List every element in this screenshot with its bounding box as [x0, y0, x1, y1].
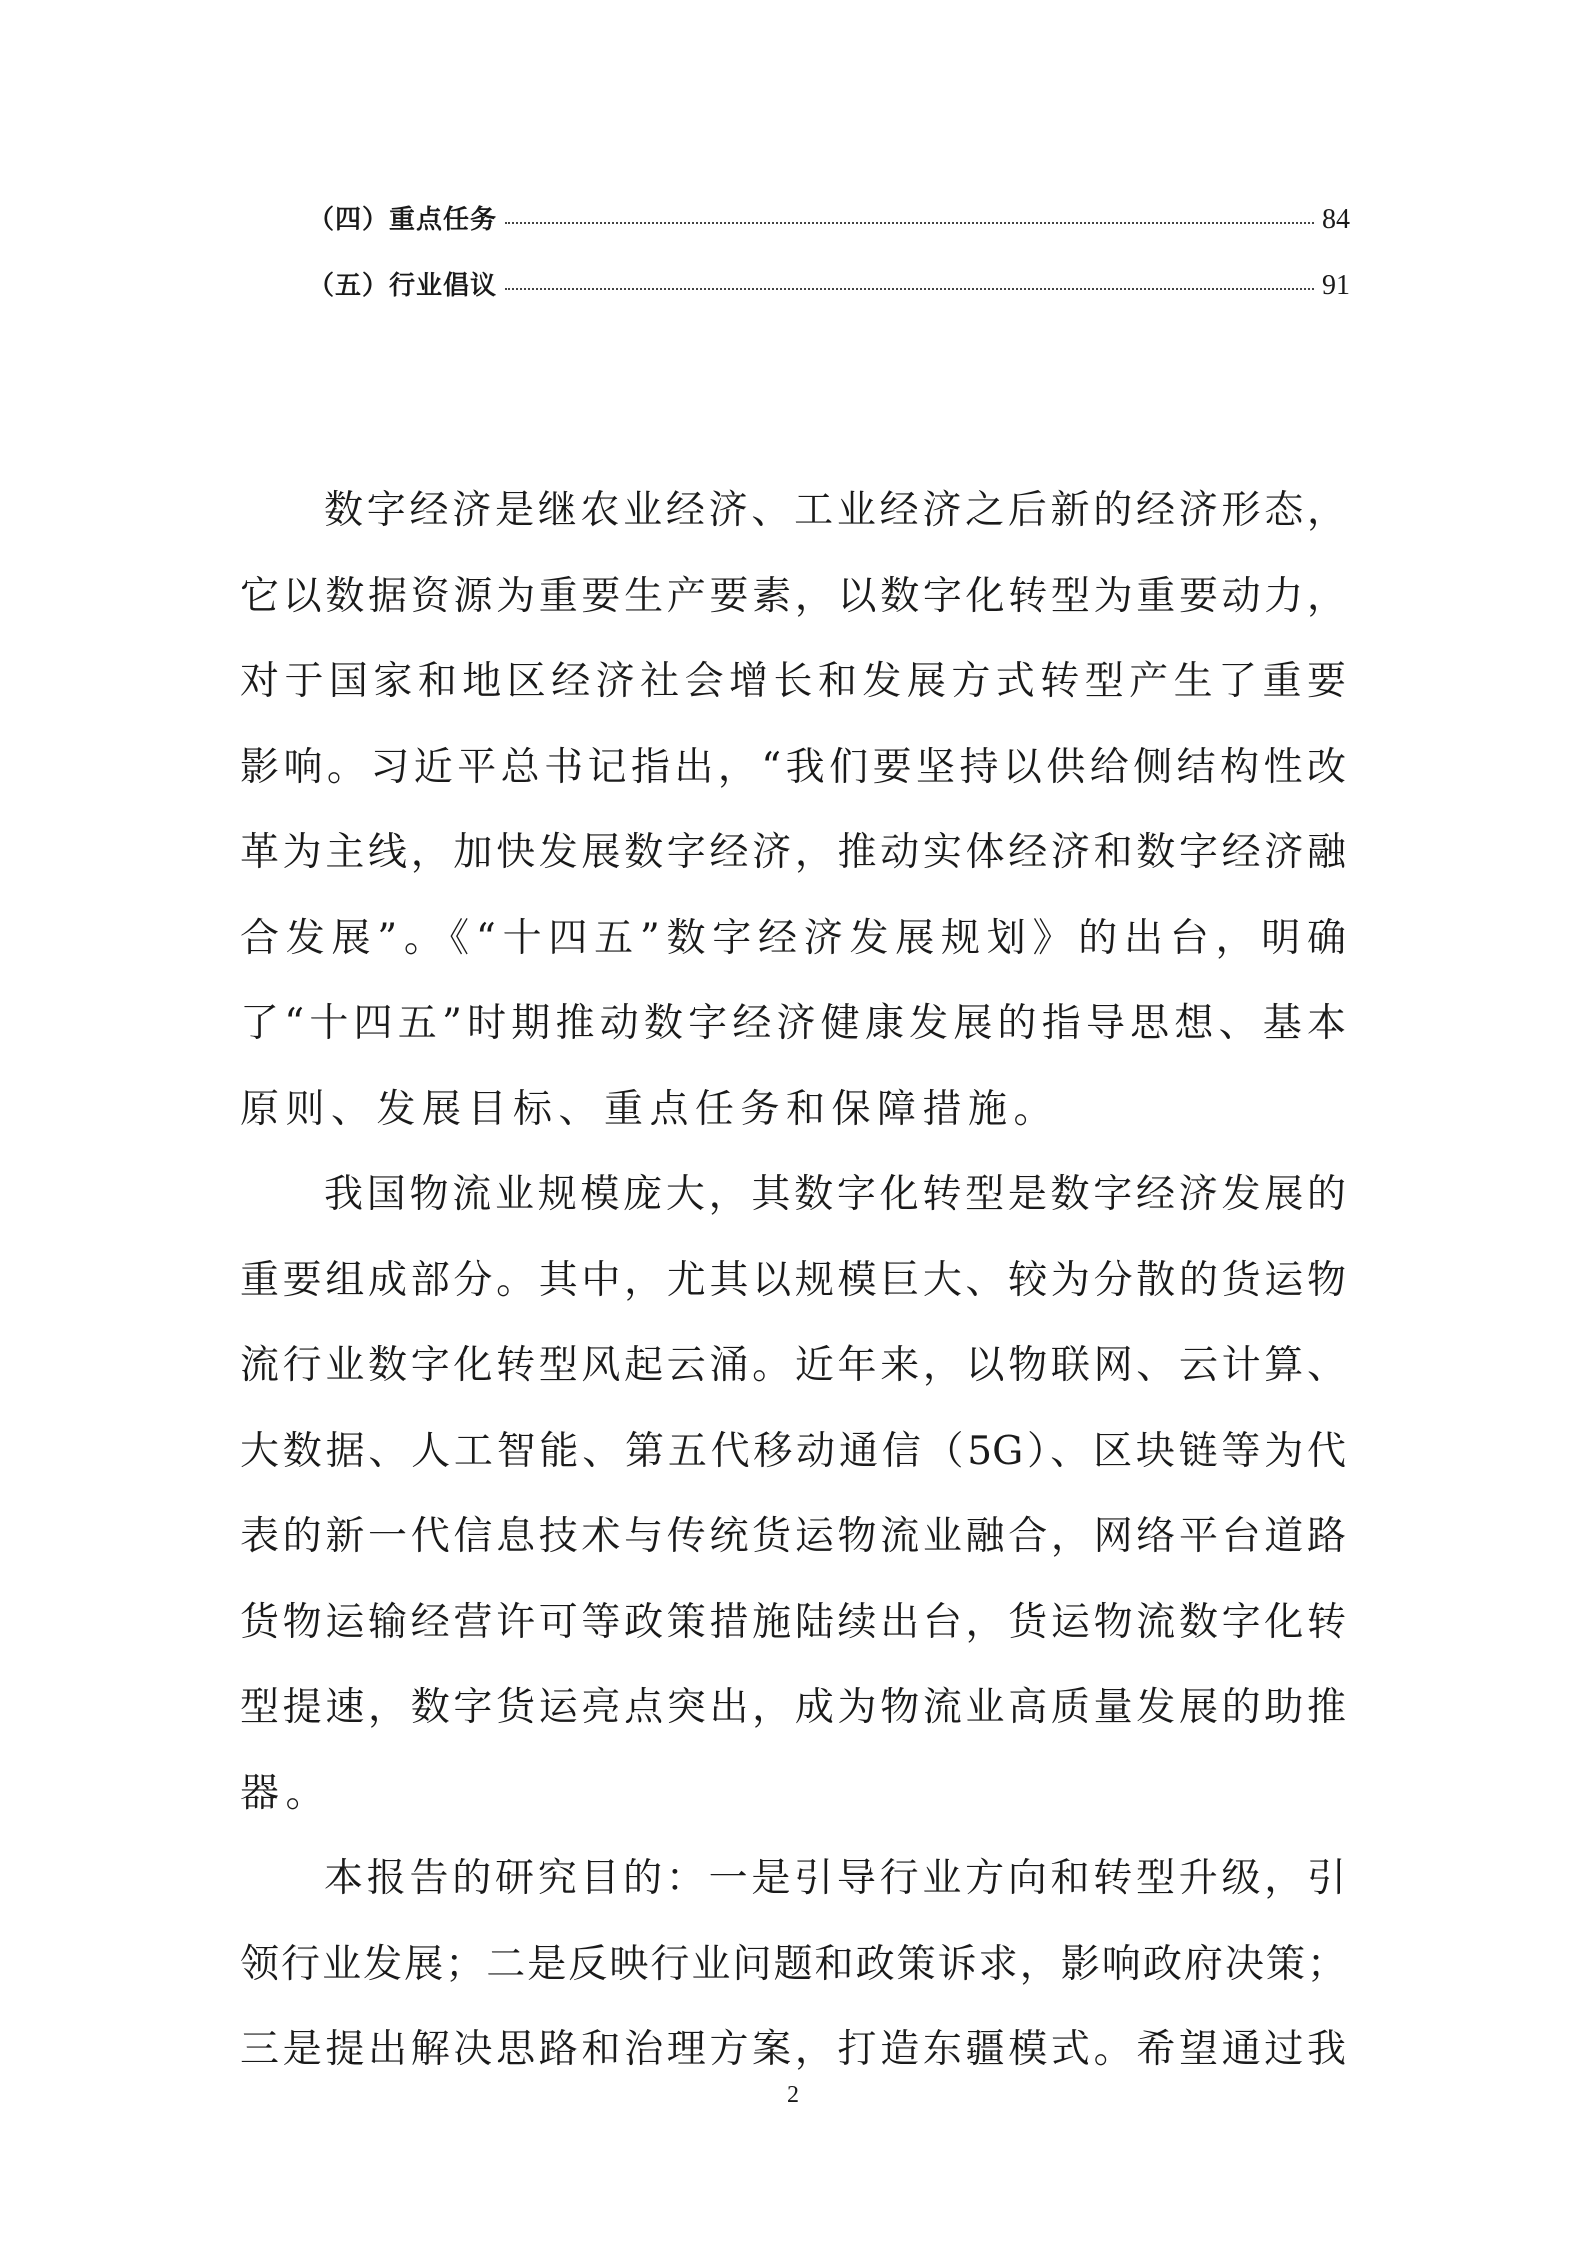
- text-line: 领行业发展；二是反映行业问题和政策诉求，影响政府决策；: [240, 1941, 1346, 1987]
- text-line: 它以数据资源为重要生产要素，以数字化转型为重要动力，: [240, 573, 1346, 619]
- text-line: 流行业数字化转型风起云涌。近年来，以物联网、云计算、: [240, 1343, 1346, 1388]
- text-line: 对于国家和地区经济社会增长和发展方式转型产生了重要: [240, 659, 1346, 704]
- toc-leader-dots: [505, 196, 1314, 224]
- text-line: 货物运输经营许可等政策措施陆续出台，货运物流数字化转: [240, 1599, 1346, 1645]
- text-line: 我国物流业规模庞大，其数字化转型是数字经济发展的: [324, 1172, 1346, 1217]
- paragraph: [240, 468, 1346, 1152]
- text-line: 大数据、人工智能、第五代移动通信（5G）、区块链等为代: [240, 1428, 1346, 1474]
- text-line: 表的新一代信息技术与传统货运物流业融合，网络平台道路: [240, 1514, 1346, 1559]
- page-number: 2: [787, 2082, 799, 2108]
- text-line: 型提速，数字货运亮点突出，成为物流业高质量发展的助推: [240, 1685, 1346, 1730]
- text-line: 革为主线，加快发展数字经济，推动实体经济和数字经济融: [240, 830, 1346, 875]
- text-line: 合发展”。《“十四五”数字经济发展规划》的出台，明确: [240, 915, 1346, 961]
- toc-entry[interactable]: [308, 266, 1350, 306]
- text-line: 三是提出解决思路和治理方案，打造东疆模式。希望通过我: [240, 2027, 1346, 2072]
- toc-entry-page: 84: [1322, 204, 1350, 235]
- text-line: 原则、发展目标、重点任务和保障措施。: [240, 1086, 1060, 1132]
- body-text: [240, 468, 1346, 2093]
- table-of-contents: [308, 200, 1350, 332]
- toc-entry[interactable]: [308, 200, 1350, 240]
- text-line: 数字经济是继农业经济、工业经济之后新的经济形态，: [324, 488, 1346, 533]
- paragraph: [240, 1836, 1346, 2093]
- toc-leader-dots: [505, 262, 1314, 290]
- toc-entry-label: （五）行业倡议: [308, 271, 498, 301]
- paragraph: [240, 1152, 1346, 1836]
- text-line: 影响。习近平总书记指出，“我们要坚持以供给侧结构性改: [240, 744, 1346, 790]
- toc-entry-page: 91: [1322, 270, 1350, 301]
- text-line: 重要组成部分。其中，尤其以规模巨大、较为分散的货运物: [240, 1257, 1346, 1303]
- text-line: 器。: [240, 1770, 332, 1816]
- toc-entry-label: （四）重点任务: [308, 205, 498, 235]
- text-line: 了“十四五”时期推动数字经济健康发展的指导思想、基本: [240, 1001, 1346, 1046]
- text-line: 本报告的研究目的：一是引导行业方向和转型升级，引: [324, 1856, 1346, 1901]
